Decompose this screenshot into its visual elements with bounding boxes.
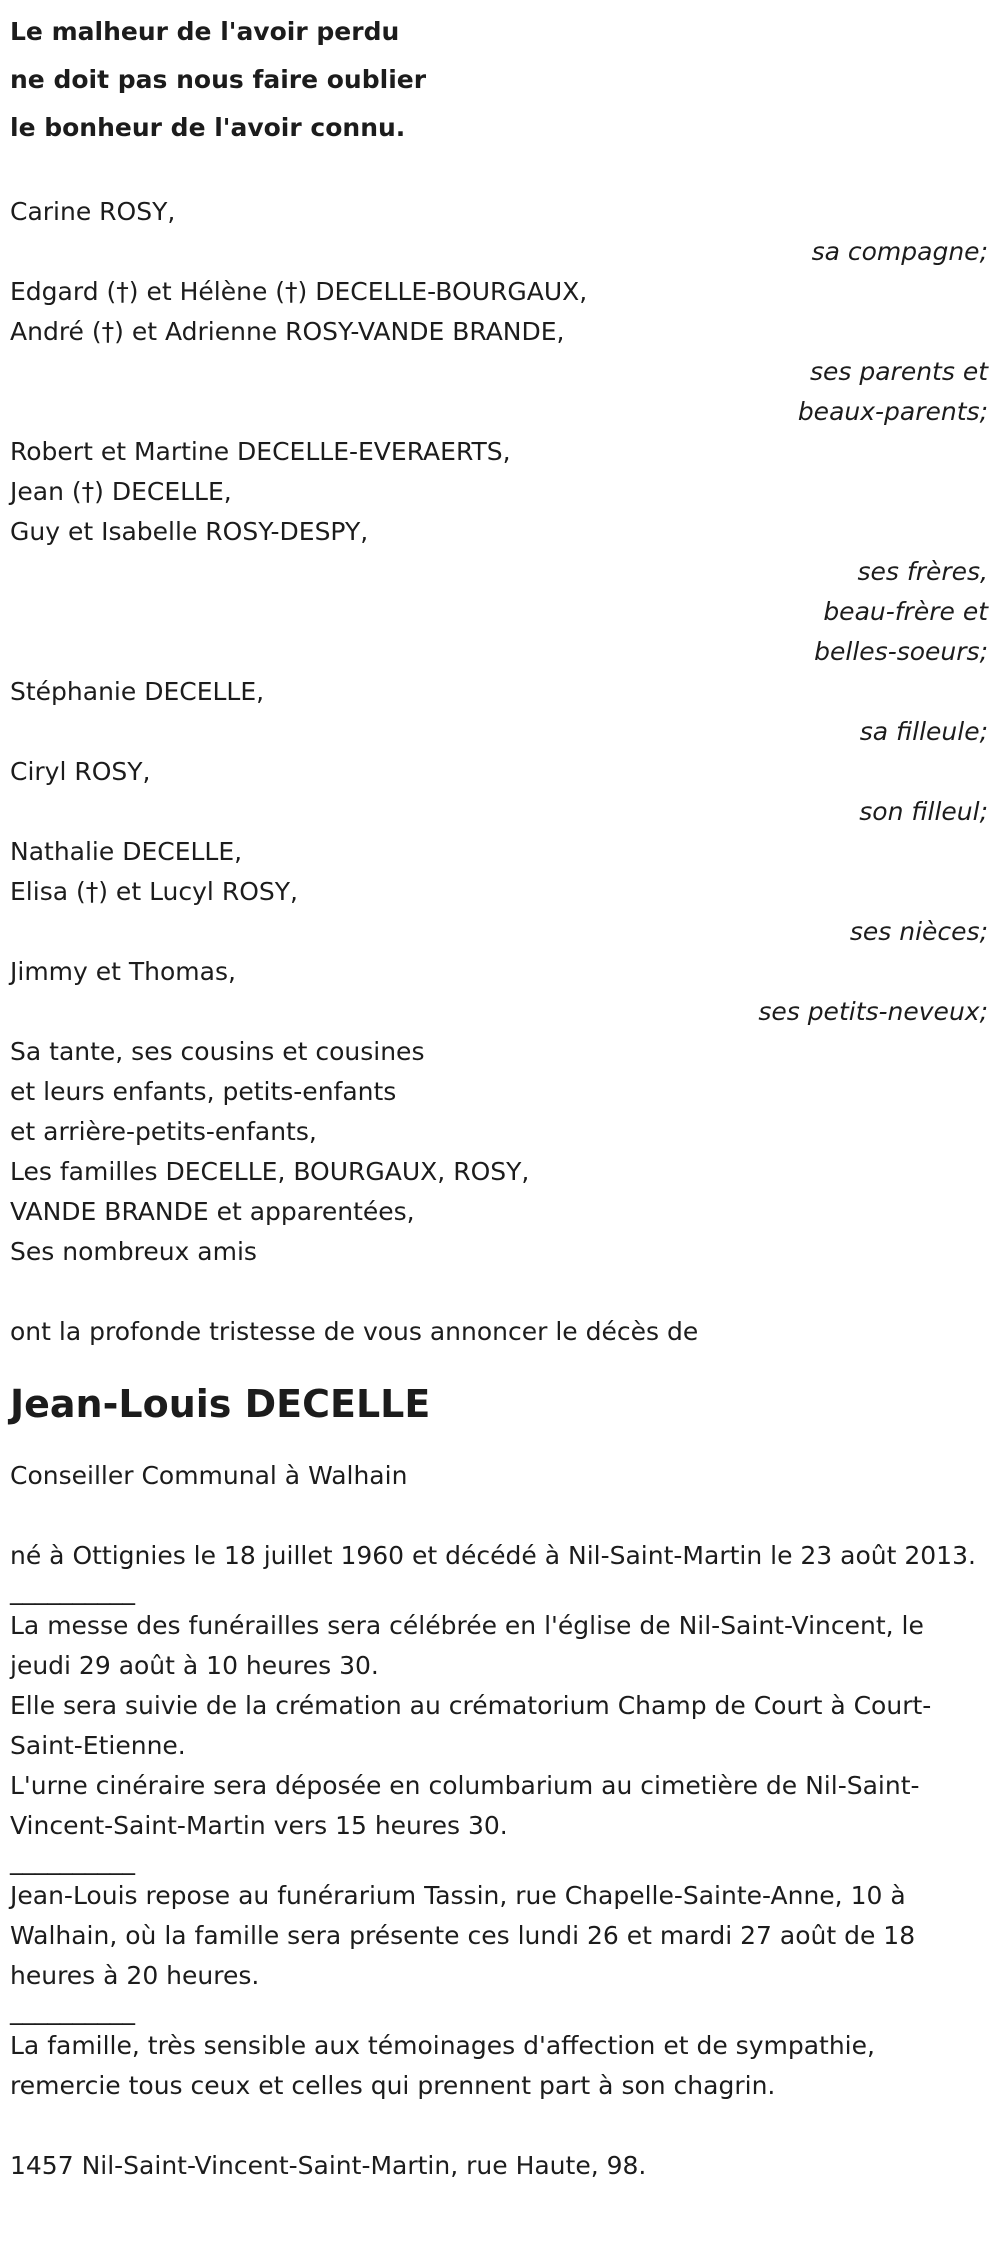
- deceased-title: Conseiller Communal à Walhain: [10, 1461, 408, 1490]
- thanks-message: La famille, très sensible aux témoinages d'affection et de sympathie, remercie tous ceux et celles qui prennent part à son chagrin.: [10, 2031, 875, 2100]
- family-name: Robert et Martine DECELLE-EVERAERTS,: [10, 437, 511, 466]
- relation-label: sa compagne;: [811, 237, 988, 266]
- family-group: [10, 832, 990, 952]
- separator: __________: [10, 1576, 135, 1605]
- family-group: [10, 192, 990, 272]
- epigraph-line: ne doit pas nous faire oublier: [10, 65, 427, 94]
- relation-label: ses frères,: [857, 557, 988, 586]
- family-name: Nathalie DECELLE,: [10, 837, 243, 866]
- extended-family-line: et leurs enfants, petits-enfants: [10, 1077, 397, 1106]
- epigraph-line: le bonheur de l'avoir connu.: [10, 113, 406, 142]
- separator: __________: [10, 1846, 135, 1875]
- family-name: Carine ROSY,: [10, 197, 176, 226]
- relation-label: ses parents et: [809, 357, 988, 386]
- family-name: André (†) et Adrienne ROSY-VANDE BRANDE,: [10, 317, 565, 346]
- family-name: Jimmy et Thomas,: [10, 957, 236, 986]
- family-name: Elisa (†) et Lucyl ROSY,: [10, 877, 298, 906]
- extended-family-line: Ses nombreux amis: [10, 1237, 257, 1266]
- extended-family-line: Sa tante, ses cousins et cousines: [10, 1037, 425, 1066]
- relation-label: sa filleule;: [859, 717, 988, 746]
- ceremony-mass: La messe des funérailles sera célébrée en l'église de Nil-Saint-Vincent, le jeudi 29 août à 10 heures 30.: [10, 1611, 924, 1680]
- epigraph: [10, 8, 990, 152]
- separator: __________: [10, 1996, 135, 2025]
- extended-family: [10, 1032, 990, 1272]
- ceremony-cremation: Elle sera suivie de la crémation au crématorium Champ de Court à Court-Saint-Etienne.: [10, 1691, 932, 1760]
- family-group: [10, 672, 990, 752]
- deceased-name: Jean-Louis DECELLE: [10, 1382, 431, 1426]
- family-group: [10, 952, 990, 1032]
- announcement: ont la profonde tristesse de vous annoncer le décès de: [10, 1317, 699, 1346]
- relation-label: ses nièces;: [849, 917, 988, 946]
- birth-death-info: né à Ottignies le 18 juillet 1960 et décédé à Nil-Saint-Martin le 23 août 2013.: [10, 1541, 976, 1570]
- relation-label: son filleul;: [859, 797, 988, 826]
- family-group: [10, 432, 990, 672]
- extended-family-line: VANDE BRANDE et apparentées,: [10, 1197, 415, 1226]
- epigraph-line: Le malheur de l'avoir perdu: [10, 17, 400, 46]
- extended-family-line: et arrière-petits-enfants,: [10, 1117, 317, 1146]
- relation-label: belles-soeurs;: [814, 637, 988, 666]
- family-name: Guy et Isabelle ROSY-DESPY,: [10, 517, 369, 546]
- family-name: Edgard (†) et Hélène (†) DECELLE-BOURGAUX,: [10, 277, 588, 306]
- family-name: Stéphanie DECELLE,: [10, 677, 265, 706]
- relation-label: beaux-parents;: [797, 397, 988, 426]
- visitation-info: Jean-Louis repose au funérarium Tassin, rue Chapelle-Sainte-Anne, 10 à Walhain, où la famille sera présente ces lundi 26 et mardi 27 août de 18 heures à 20 heures.: [10, 1881, 916, 1990]
- family-group: [10, 752, 990, 832]
- family-name: Jean (†) DECELLE,: [10, 477, 232, 506]
- family-group: [10, 272, 990, 432]
- relation-label: beau-frère et: [823, 597, 988, 626]
- ceremony-urn: L'urne cinéraire sera déposée en columbarium au cimetière de Nil-Saint-Vincent-Saint-Martin vers 15 heures 30.: [10, 1771, 920, 1840]
- family-name: Ciryl ROSY,: [10, 757, 151, 786]
- family-address: 1457 Nil-Saint-Vincent-Saint-Martin, rue Haute, 98.: [10, 2151, 647, 2180]
- extended-family-line: Les familles DECELLE, BOURGAUX, ROSY,: [10, 1157, 530, 1186]
- relation-label: ses petits-neveux;: [758, 997, 988, 1026]
